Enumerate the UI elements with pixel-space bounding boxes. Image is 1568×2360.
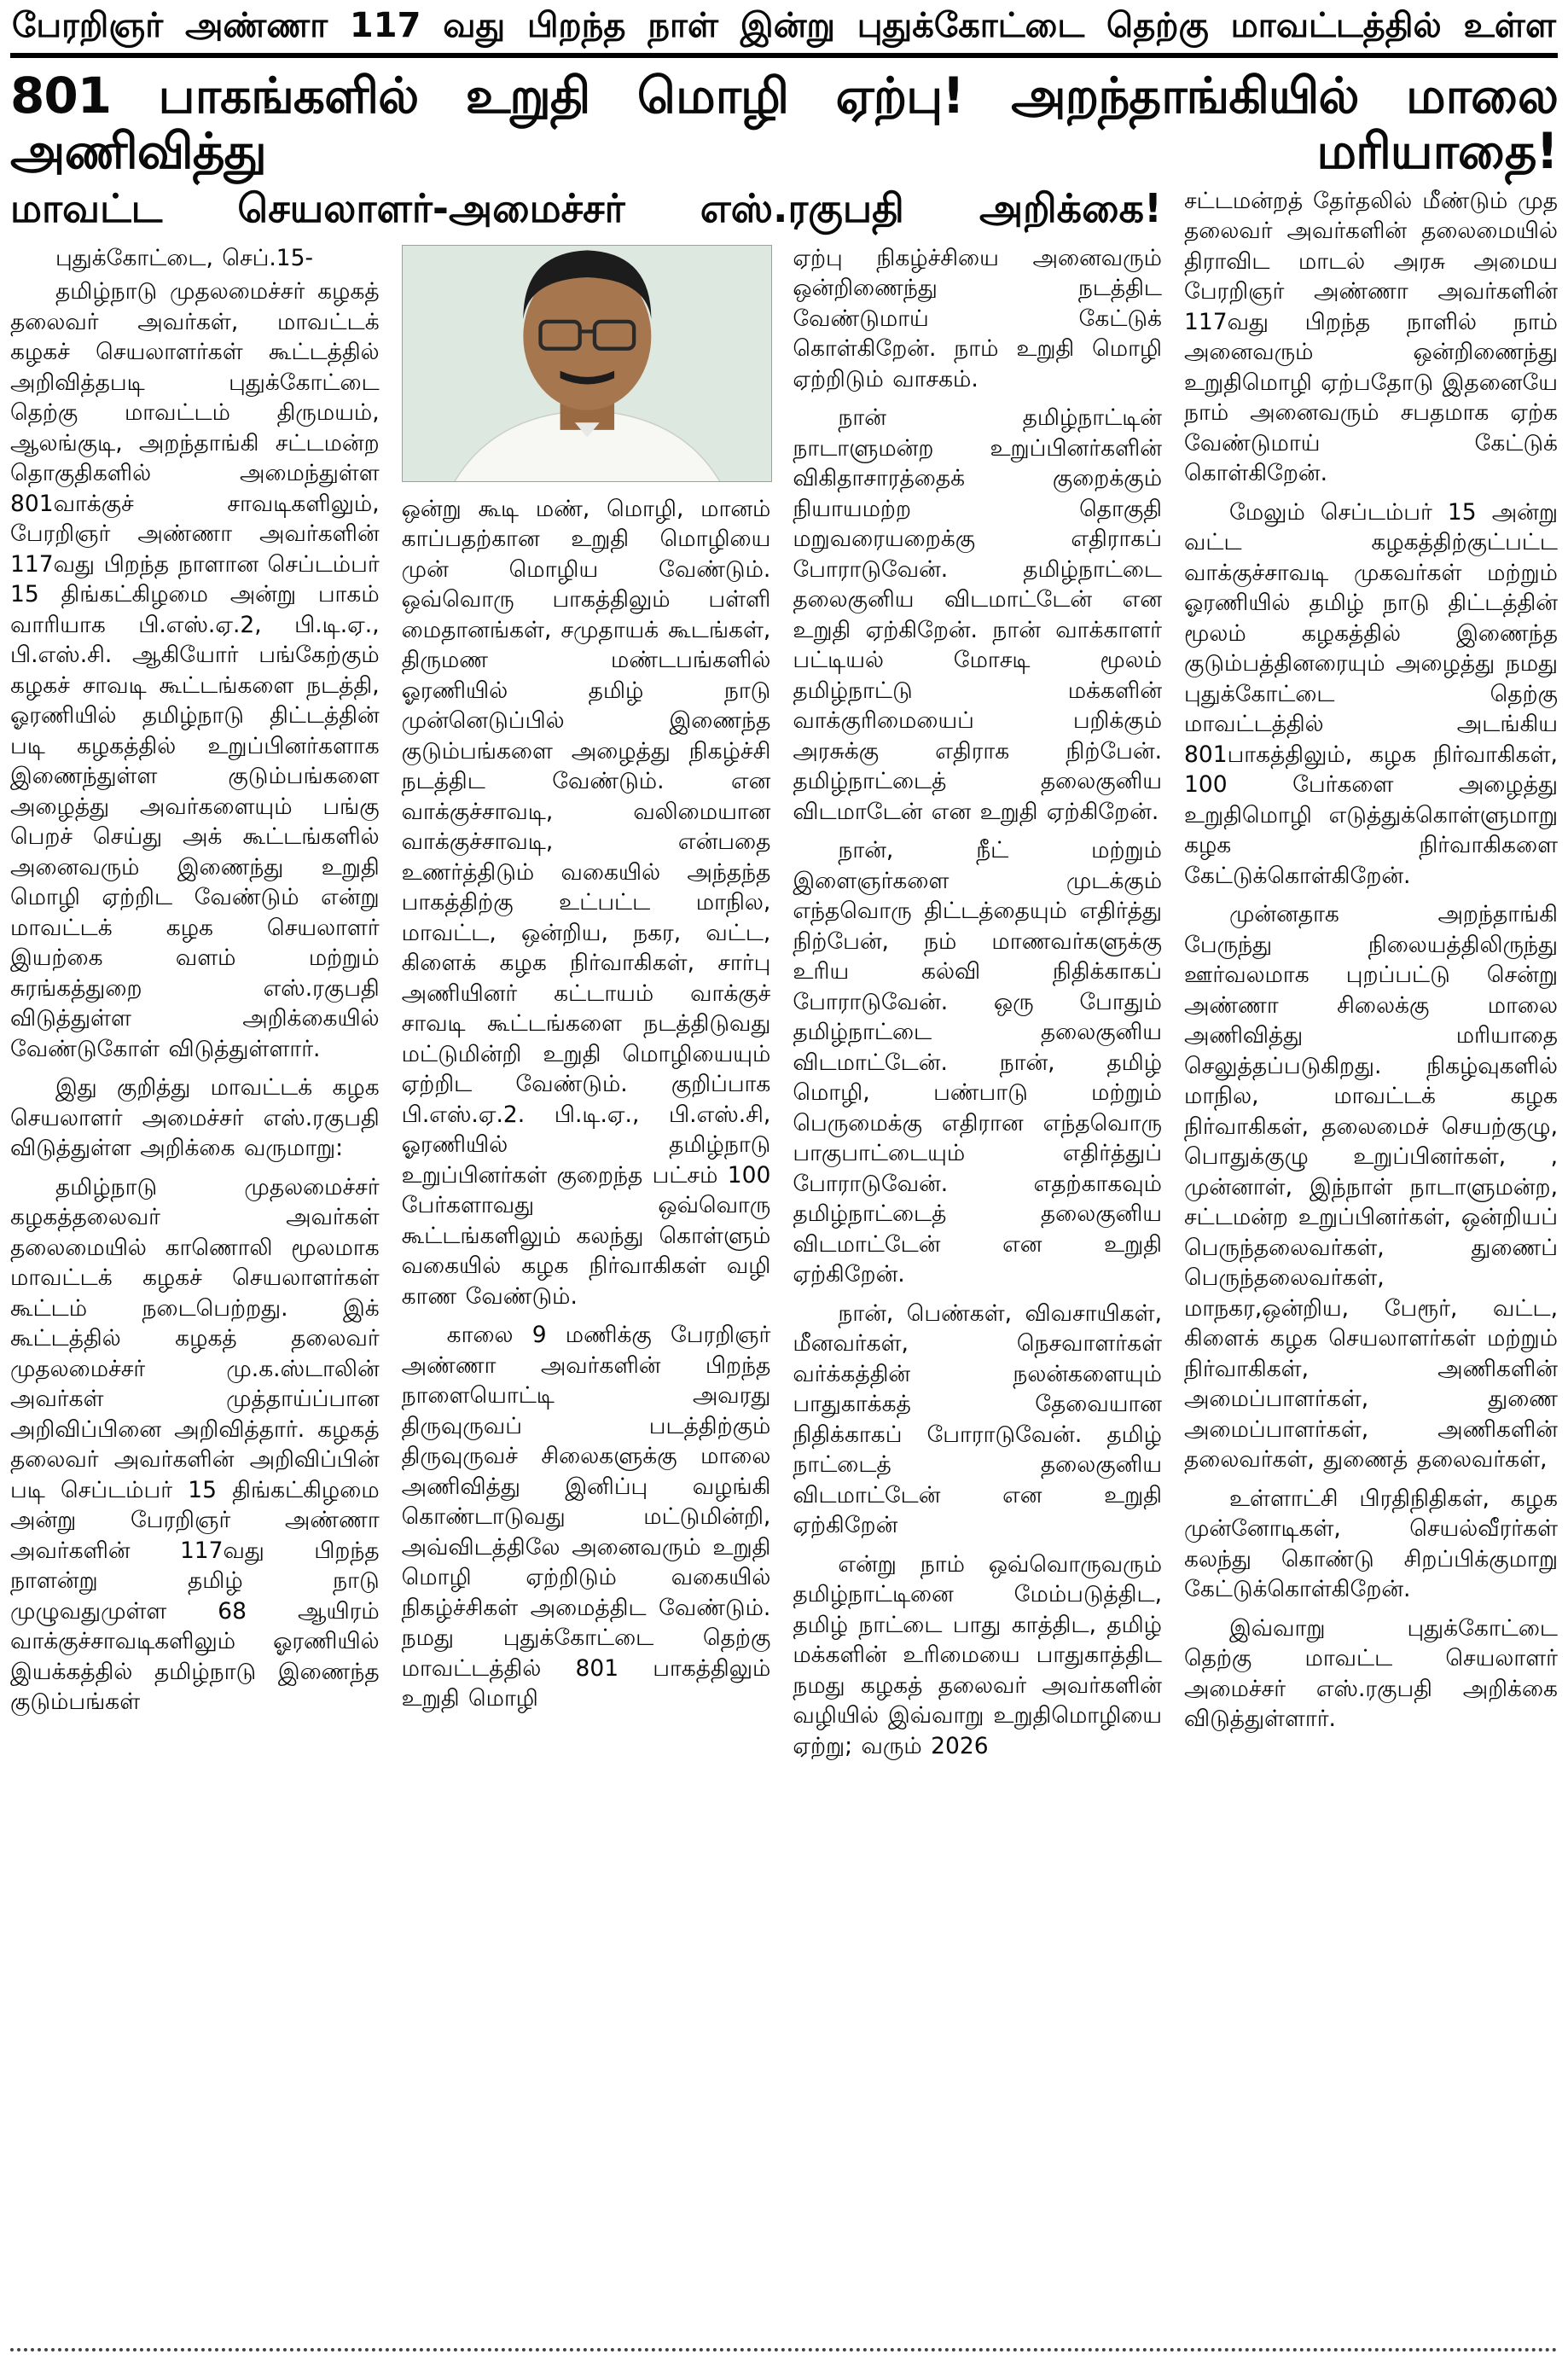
column-4 [1184, 184, 1558, 2336]
bottom-dotted-rule [10, 2348, 1558, 2351]
body-paragraph: என்று நாம் ஒவ்வொருவரும் தமிழ்நாட்டினை மேம்படுத்திட, தமிழ் நாட்டை பாது காத்திட, தமிழ் மக்களின் உரிமையை பாதுகாத்திட நமது கழகத் தலைவர் அவர்களின் வழியில் இவ்வாறு உறுதிமொழியை ஏற்று; வரும் 2026 [793, 1550, 1163, 1759]
portrait-photo-graphic [403, 246, 772, 481]
three-columns [10, 243, 1162, 2336]
column-3 [793, 243, 1162, 2336]
sub-headline: மாவட்ட செயலாளர்-அமைச்சர் எஸ்.ரகுபதி அறிக்கை! [10, 184, 1162, 231]
body-paragraph: உள்ளாட்சி பிரதிநிதிகள், கழக முன்னோடிகள், செயல்வீரர்கள் கலந்து கொண்டு சிறப்பிக்குமாறு கேட்டுக்கொள்கிறேன். [1184, 1485, 1558, 1603]
kicker-headline: பேரறிஞர் அண்ணா 117 வது பிறந்த நாள் இன்று புதுக்கோட்டை தெற்கு மாவட்டத்தில் உள்ள [10, 5, 1558, 58]
column-2 [402, 243, 771, 2336]
body-paragraph: தமிழ்நாடு முதலமைச்சர் கழகத் தலைவர் அவர்கள், மாவட்டக் கழகச் செயலாளர்கள் கூட்டத்தில் அறிவித்தபடி புதுக்கோட்டை தெற்கு மாவட்டம் திருமயம், ஆலங்குடி, அறந்தாங்கி சட்டமன்ற தொகுதிகளில் அமைந்துள்ள 801வாக்குச் சாவடிகளிலும், பேரறிஞர் அண்ணா அவர்களின் 117வது பிறந்த நாளான செப்டம்பர் 15 திங்கட்கிழமை அன்று பாகம் வாரியாக பி.எஸ்.ஏ.2, பி.டி.ஏ., பி.எஸ்.சி. ஆகியோர் பங்கேற்கும் கழகச் சாவடி கூட்டங்களை நடத்தி, ஓரணியில் தமிழ்நாடு திட்டத்தின் படி கழகத்தில் உறுப்பினர்களாக இணைந்துள்ள குடும்பங்களை அழைத்து அவர்களையும் பங்கு பெறச் செய்து அக் கூட்டங்களில் அனைவரும் இணைந்து உறுதி மொழி ஏற்றிட வேண்டும் என்று மாவட்டக் கழக செயலாளர் இயற்கை வளம் மற்றும் சுரங்கத்துறை எஸ்.ரகுபதி விடுத்துள்ள அறிக்கையில் வேண்டுகோள் விடுத்துள்ளார். [10, 278, 380, 1062]
body-paragraph: நான், நீட் மற்றும் இளைஞர்களை முடக்கும் எந்தவொரு திட்டத்தையும் எதிர்த்து நிற்பேன், நம் மாணவர்களுக்கு உரிய கல்வி நிதிக்காகப் போராடுவேன். ஒரு போதும் தமிழ்நாட்டை தலைகுனிய விடமாட்டேன். நான், தமிழ் மொழி, பண்பாடு மற்றும் பெருமைக்கு எதிரான எந்தவொரு பாகுபாட்டையும் எதிர்த்துப் போராடுவேன். எதற்காகவும் தமிழ்நாட்டைத் தலைகுனிய விடமாட்டேன் என உறுதி ஏற்கிறேன். [793, 837, 1163, 1288]
body-paragraph: முன்னதாக அறந்தாங்கி பேருந்து நிலையத்திலிருந்து ஊர்வலமாக புறப்பட்டு சென்று அண்ணா சிலைக்கு மாலை அணிவித்து மரியாதை செலுத்தப்படுகிறது. நிகழ்வுகளில் மாநில, மாவட்டக் கழக நிர்வாகிகள், தலைமைச் செயற்குழு, பொதுக்குழு உறுப்பினர்கள், , முன்னாள், இந்நாள் நாடாளுமன்ற, சட்டமன்ற உறுப்பினர்கள், ஒன்றியப் பெருந்தலைவர்கள், துணைப் பெருந்தலைவர்கள், மாநகர,ஒன்றிய, பேரூர், வட்ட, கிளைக் கழக செயலாளர்கள் மற்றும் நிர்வாகிகள், அணிகளின் அமைப்பாளர்கள், துணை அமைப்பாளர்கள், அணிகளின் தலைவர்கள், துணைத் தலைவர்கள், [1184, 901, 1558, 1474]
body-paragraph: நான் தமிழ்நாட்டின் நாடாளுமன்ற உறுப்பினர்களின் விகிதாசாரத்தைக் குறைக்கும் நியாயமற்ற தொகுதி மறுவரையறைக்கு எதிராகப் போராடுவேன். தமிழ்நாட்டை தலைகுனிய விடமாட்டேன் என உறுதி ஏற்கிறேன். நான் வாக்காளர் பட்டியல் மோசடி மூலம் தமிழ்நாட்டு மக்களின் வாக்குரிமையைப் பறிக்கும் அரசுக்கு எதிராக நிற்பேன். தமிழ்நாட்டைத் தலைகுனிய விடமாடேன் என உறுதி ஏற்கிறேன். [793, 404, 1163, 825]
body-paragraph: ஏற்பு நிகழ்ச்சியை அனைவரும் ஒன்றிணைந்து நடத்திட வேண்டுமாய் கேட்டுக் கொள்கிறேன். நாம் உறுதி மொழி ஏற்றிடும் வாசகம். [793, 244, 1163, 392]
body-paragraph: காலை 9 மணிக்கு பேரறிஞர் அண்ணா அவர்களின் பிறந்த நாளையொட்டி அவரது திருவுருவப் படத்திற்கும் திருவுருவச் சிலைகளுக்கு மாலை அணிவித்து இனிப்பு வழங்கி கொண்டாடுவது மட்டுமின்றி, அவ்விடத்திலே அனைவரும் உறுதி மொழி ஏற்றிடும் வகையில் நிகழ்ச்சிகள் அமைத்திட வேண்டும். நமது புதுக்கோட்டை தெற்கு மாவட்டத்தில் 801 பாகத்திலும் உறுதி மொழி [401, 1322, 771, 1712]
body-paragraph: ஒன்று கூடி மண், மொழி, மானம் காப்பதற்கான உறுதி மொழியை முன் மொழிய வேண்டும். ஒவ்வொரு பாகத்திலும் பள்ளி மைதானங்கள், சமுதாயக் கூடங்கள், திருமண மண்டபங்களில் ஓரணியில் தமிழ் நாடு முன்னெடுப்பில் இணைந்த குடும்பங்களை அழைத்து நிகழ்ச்சி நடத்திட வேண்டும். என வாக்குச்சாவடி, வலிமையான வாக்குச்சாவடி, என்பதை உணர்த்திடும் வகையில் அந்தந்த பாகத்திற்கு உட்பட்ட மாநில, மாவட்ட, ஒன்றிய, நகர, வட்ட, கிளைக் கழக நிர்வாகிகள், சார்பு அணியினர் கட்டாயம் வாக்குச் சாவடி கூட்டங்களை நடத்திடுவது மட்டுமின்றி உறுதி மொழியையும் ஏற்றிட வேண்டும். குறிப்பாக பி.எஸ்.ஏ.2. பி.டி.ஏ., பி.எஸ்.சி, ஓரணியில் தமிழ்நாடு உறுப்பினர்கள் குறைந்த பட்சம் 100 பேர்களாவது ஒவ்வொரு கூட்டங்களிலும் கலந்து கொள்ளும் வகையில் கழக நிர்வாகிகள் வழி காண வேண்டும். [401, 495, 771, 1310]
portrait-photo [402, 245, 773, 482]
column-1 [10, 243, 380, 2336]
body-paragraph: மேலும் செப்டம்பர் 15 அன்று வட்ட கழகத்திற்குட்பட்ட வாக்குச்சாவடி முகவர்கள் மற்றும் ஓரணியில் தமிழ் நாடு திட்டத்தின் மூலம் கழகத்தில் இணைந்த குடும்பத்தினரையும் அழைத்து நமது புதுக்கோட்டை தெற்கு மாவட்டத்தில் அடங்கிய 801பாகத்திலும், கழக நிர்வாகிகள், 100 பேர்களை அழைத்து உறுதிமொழி எடுத்துக்கொள்ளுமாறு கழக நிர்வாகிகளை கேட்டுக்கொள்கிறேன். [1184, 498, 1558, 889]
dateline: புதுக்கோட்டை, செப்.15- [55, 244, 314, 271]
body-paragraph: இவ்வாறு புதுக்கோட்டை தெற்கு மாவட்ட செயலாளர் அமைச்சர் எஸ்.ரகுபதி அறிக்கை விடுத்துள்ளார். [1184, 1614, 1558, 1733]
article-body [10, 184, 1558, 2336]
body-paragraph: தமிழ்நாடு முதலமைச்சர் கழகத்தலைவர் அவர்கள் தலைமையில் காணொலி மூலமாக மாவட்டக் கழகச் செயலாளர்கள் கூட்டம் நடைபெற்றது. இக் கூட்டத்தில் கழகத் தலைவர் முதலமைச்சர் மு.க.ஸ்டாலின் அவர்கள் முத்தாய்ப்பான அறிவிப்பினை அறிவித்தார். கழகத் தலைவர் அவர்களின் அறிவிப்பின் படி செப்டம்பர் 15 திங்கட்கிழமை அன்று பேரறிஞர் அண்ணா அவர்களின் 117வது பிறந்த நாளன்று தமிழ் நாடு முழுவதுமுள்ள 68 ஆயிரம் வாக்குச்சாவடிகளிலும் ஓரணியில் இயக்கத்தில் தமிழ்நாடு இணைந்த குடும்பங்கள் [10, 1173, 380, 1716]
main-headline: 801 பாகங்களில் உறுதி மொழி ஏற்பு! அறந்தாங்கியில் மாலை அணிவித்து மரியாதை! [10, 67, 1558, 180]
body-paragraph: சட்டமன்றத் தேர்தலில் மீண்டும் முத தலைவர் அவர்களின் தலைமையில் திராவிட மாடல் அரசு அமைய பேரறிஞர் அண்ணா அவர்களின் 117வது பிறந்த நாளில் நாம் அனைவரும் ஒன்றிணைந்து உறுதிமொழி ஏற்பதோடு இதனையே நாம் அனைவரும் சபதமாக ஏற்க வேண்டுமாய் கேட்டுக் கொள்கிறேன். [1184, 187, 1558, 487]
body-paragraph: நான், பெண்கள், விவசாயிகள், மீனவர்கள், நெசவாளர்கள் வர்க்கத்தின் நலன்களையும் பாதுகாக்கத் தேவையான நிதிக்காகப் போராடுவேன். தமிழ் நாட்டைத் தலைகுனிய விடமாட்டேன் என உறுதி ஏற்கிறேன் [793, 1299, 1163, 1539]
body-paragraph: இது குறித்து மாவட்டக் கழக செயலாளர் அமைச்சர் எஸ்.ரகுபதி விடுத்துள்ள அறிக்கை வருமாறு: [10, 1074, 380, 1162]
left-three-column-region [10, 184, 1162, 2336]
